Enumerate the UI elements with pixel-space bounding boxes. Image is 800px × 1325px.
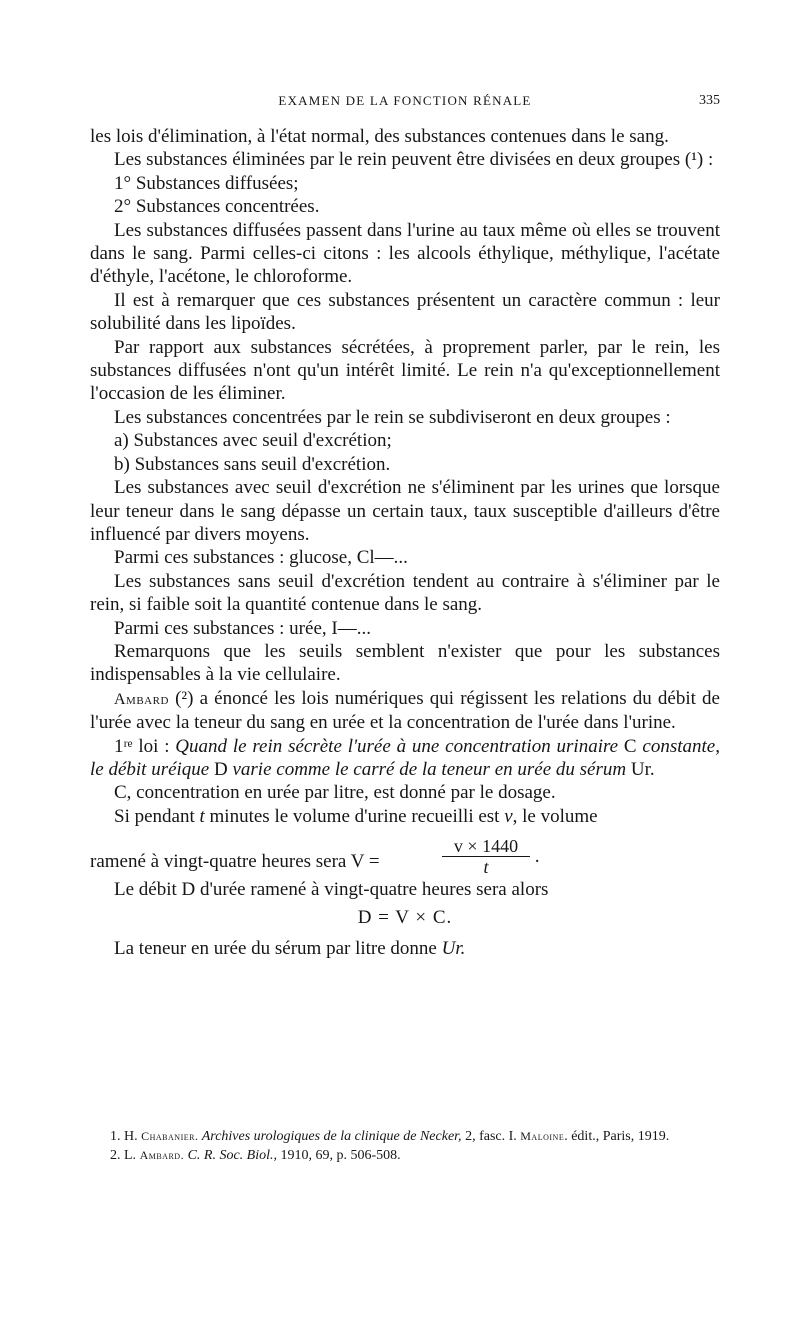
footnote-text: 1910, 69, p. 506-508. <box>277 1148 401 1163</box>
law-text: constante, le débit uréique <box>90 735 720 780</box>
paragraph: les lois d'élimination, à l'état normal, des substances contenues dans le sang. <box>90 126 669 147</box>
list-item: b) Substances sans seuil d'excrétion. <box>114 453 391 475</box>
footnote-author: Chabanier. <box>141 1129 199 1143</box>
paragraph: Le débit D d'urée ramené à vingt-quatre heures sera alors <box>114 879 549 901</box>
formula: D = V × C. <box>357 906 453 928</box>
running-title: EXAMEN DE LA FONCTION RÉNALE <box>278 93 532 108</box>
paragraph <box>90 805 720 828</box>
list-item: 1° Substances diffusées; <box>114 172 299 194</box>
paragraph: Par rapport aux substances sécrétées, à proprement parler, par le rein, les substances diffusées n'ont qu'un intérêt limité. Le rein n'a qu'exceptionnellement l'occasion de les éliminer. <box>90 336 720 405</box>
paragraph: Remarquons que les seuils semblent n'exister que pour les substances indispensables à la vie cellulaire. <box>90 640 720 686</box>
equation-end-dot: · <box>534 851 541 873</box>
symbol-c: C <box>618 735 643 757</box>
symbol-d: D <box>209 758 233 780</box>
footnote-number: 1. H. <box>110 1129 142 1144</box>
volume-equation <box>90 836 720 878</box>
text-run: , le volume <box>512 805 598 827</box>
law-text: varie comme le carré de la teneur en urée du sérum <box>232 758 627 780</box>
footnote-author: Ambard. <box>139 1148 185 1162</box>
symbol-ur: Ur. <box>626 758 655 780</box>
text-run: La teneur en urée du sérum par litre donne <box>114 938 442 959</box>
footnote-title: C. R. Soc. Biol., <box>184 1148 278 1163</box>
text-run: minutes le volume d'urine recueilli est <box>204 805 505 827</box>
footnote-text: . édit., Paris, 1919. <box>564 1129 670 1144</box>
author-name: Ambard <box>114 690 169 708</box>
paragraph: Il est à remarquer que ces substances présentent un caractère commun : leur solubilité dans les lipoïdes. <box>90 289 720 335</box>
text-run: Si pendant <box>114 805 200 827</box>
footnote-publisher: Maloine <box>520 1129 565 1143</box>
symbol-ur: Ur. <box>441 938 466 959</box>
law-text: Quand le rein sécrète l'urée à une concentration urinaire <box>175 735 619 757</box>
footnotes <box>110 1127 720 1165</box>
variable-t: t <box>199 805 205 827</box>
paragraph <box>90 687 720 735</box>
paragraph: Les substances concentrées par le rein se subdiviseront en deux groupes : <box>114 406 671 428</box>
law-label: 1ʳᵉ loi : <box>114 735 176 757</box>
footnote-text: 2, fasc. I. <box>461 1129 521 1144</box>
paragraph: Les substances sans seuil d'excrétion tendent au contraire à s'éliminer par le rein, si faible soit la quantité contenue dans le sang. <box>90 570 720 616</box>
paragraph: C, concentration en urée par litre, est donné par le dosage. <box>114 782 556 804</box>
paragraph: Les substances diffusées passent dans l'urine au taux même où elles se trouvent dans le sang. Parmi celles-ci citons : les alcools éthylique, méthylique, l'acétate d'éthyle, l'acétone, le chloroforme. <box>90 219 720 288</box>
footnote-title: Archives urologiques de la clinique de Necker, <box>198 1129 462 1144</box>
footnote-1 <box>110 1127 720 1146</box>
paragraph: Les substances éliminées par le rein peuvent être divisées en deux groupes (¹) : <box>114 149 714 171</box>
fraction-numerator: v × 1440 <box>442 836 530 857</box>
footnote-2 <box>110 1146 720 1165</box>
variable-v: v <box>504 805 513 827</box>
fraction-denominator: t <box>483 857 489 878</box>
paragraph: Parmi ces substances : urée, I—... <box>114 617 371 639</box>
paragraph: Parmi ces substances : glucose, Cl—... <box>114 547 408 569</box>
list-item: a) Substances avec seuil d'excrétion; <box>114 430 392 452</box>
law-statement <box>90 735 720 782</box>
page-header <box>90 93 720 113</box>
paragraph: Les substances avec seuil d'excrétion ne s'éliminent par les urines que lorsque leur teneur dans le sang dépasse un certain taux, taux susceptible d'ailleurs d'être influencé par divers moyens. <box>90 477 720 545</box>
paragraph-text: (²) a énoncé les lois numériques qui régissent les relations du débit de l'urée avec la teneur du sang en urée et la concentration de l'urée dans l'urine. <box>90 687 720 734</box>
list-item: 2° Substances concentrées. <box>114 196 320 218</box>
paragraph <box>90 937 720 960</box>
footnote-number: 2. L. <box>110 1148 140 1163</box>
equation-text: ramené à vingt-quatre heures sera V = <box>90 851 380 873</box>
fraction <box>442 836 530 877</box>
main-text <box>90 125 720 960</box>
page-number: 335 <box>699 93 720 108</box>
